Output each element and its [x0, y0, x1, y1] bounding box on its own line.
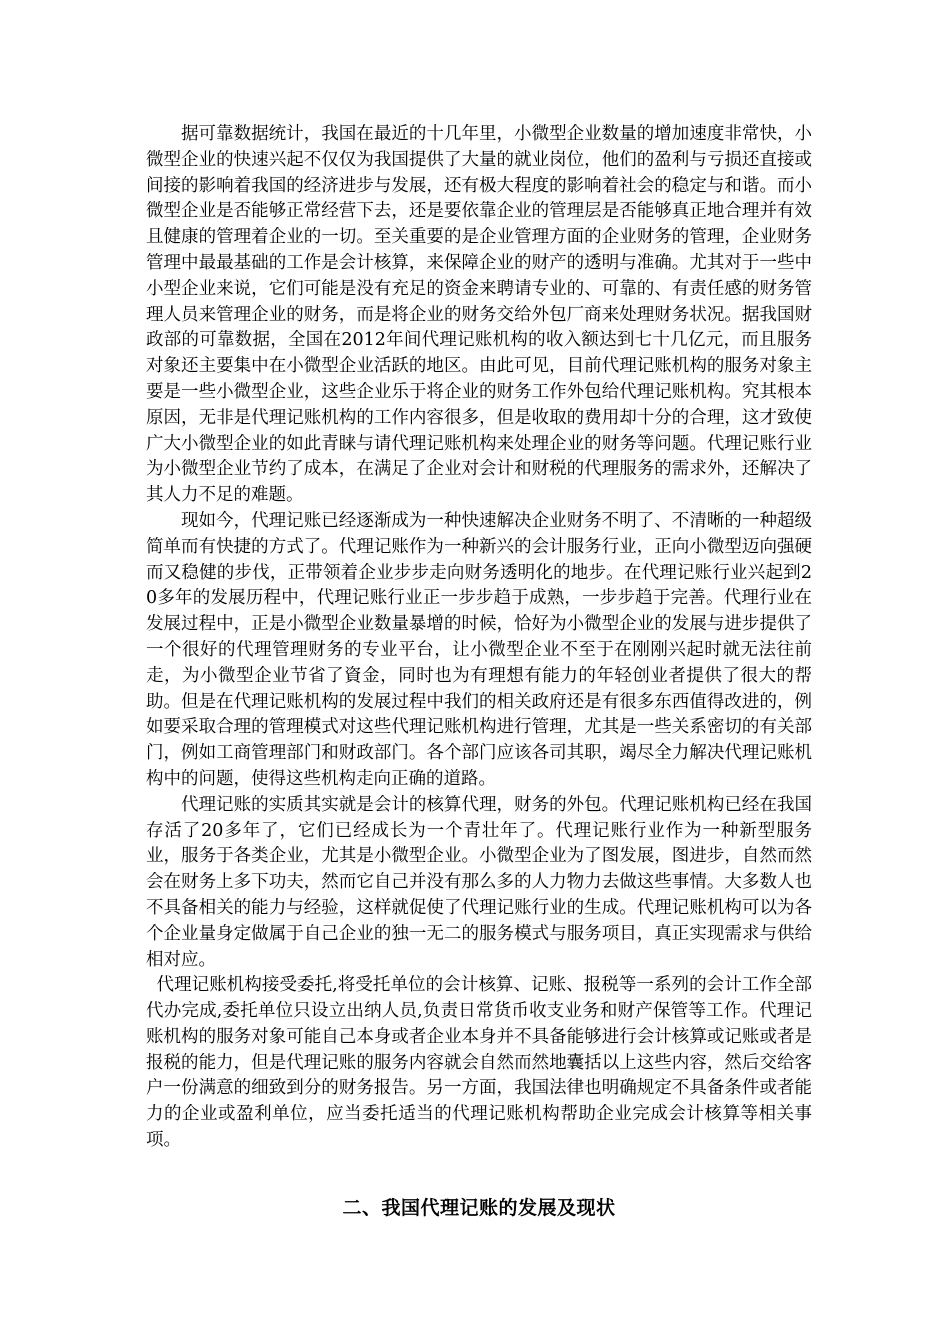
document-body: [146, 122, 812, 1154]
paragraph-4: 代理记账机构接受委托,将受托单位的会计核算、记账、报税等一系列的会计工作全部代办完成,委托单位只设立出纳人员,负责日常货币收支业务和财产保管等工作。代理记账机构的服务对象可能自己本身或者企业本身并不具备能够进行会计核算或记账或者是报税的能力，但是代理记账的服务内容就会自然而然地囊括以上这些内容，然后交给客户一份满意的细致到分的财务报告。另一方面，我国法律也明确规定不具备条件或者能力的企业或盈利单位，应当委托适当的代理记账机构帮助企业完成会计核算等相关事项。: [146, 975, 812, 1151]
paragraph-2: 现如今，代理记账已经逐渐成为一种快速解决企业财务不明了、不清晰的一种超级简单而有快捷的方式了。代理记账作为一种新兴的会计服务行业，正向小微型迈向强硬而又稳健的步伐，正带领着企业步步走向财务透明化的地步。在代理记账行业兴起到20多年的发展历程中，代理记账行业正一步步趋于成熟，一步步趋于完善。代理行业在发展过程中，正是小微型企业数量暴增的时候，恰好为小微型企业的发展与进步提供了一个很好的代理管理财务的专业平台，让小微型企业不至于在刚刚兴起时就无法往前走，为小微型企业节省了資金，同时也为有理想有能力的年轻创业者提供了很大的帮助。但是在代理记账机构的发展过程中我们的相关政府还是有很多东西值得改进的，例如要采取合理的管理模式对这些代理记账机构进行管理，尤其是一些关系密切的有关部门，例如工商管理部门和财政部门。各个部门应该各司其职，竭尽全力解决代理记账机构中的问题，使得这些机构走向正确的道路。: [146, 510, 812, 789]
paragraph-3: 代理记账的实质其实就是会计的核算代理，财务的外包。代理记账机构已经在我国存活了20多年了，它们已经成长为一个青壮年了。代理记账行业作为一种新型服务业，服务于各类企业，尤其是小微型企业。小微型企业为了图发展，图进步，自然而然会在财务上多下功夫，然而它自己并没有那么多的人力物力去做这些事情。大多数人也不具备相关的能力与经验，这样就促使了代理记账行业的生成。代理记账机构可以为各个企业量身定做属于自己企业的独一无二的服务模式与服务项目，真正实现需求与供给相对应。: [146, 794, 812, 970]
section-heading: 二、我国代理记账的发展及现状: [342, 1197, 616, 1219]
paragraph-1: 据可靠数据统计，我国在最近的十几年里，小微型企业数量的增加速度非常快，小微型企业的快速兴起不仅仅为我国提供了大量的就业岗位，他们的盈利与亏损还直接或间接的影响着我国的经济进步与发展，还有极大程度的影响着社会的稳定与和谐。而小微型企业是否能够正常经营下去，还是要依靠企业的管理层是否能够真正地合理并有效且健康的管理着企业的一切。至关重要的是企业管理方面的企业财务的管理，企业财务管理中最最基础的工作是会计核算，来保障企业的财产的透明与准确。尤其对于一些中小型企业来说，它们可能是没有充足的资金来聘请专业的、可靠的、有责任感的财务管理人员来管理企业的财务，而是将企业的财务交给外包厂商来处理财务状况。据我国财政部的可靠数据，全国在2012年间代理记账机构的收入额达到七十几亿元，而且服务对象还主要集中在小微型企业活跃的地区。由此可见，目前代理记账机构的服务对象主要是一些小微型企业，这些企业乐于将企业的财务工作外包给代理记账机构。究其根本原因，无非是代理记账机构的工作内容很多，但是收取的费用却十分的合理，这才致使广大小微型企业的如此青睐与请代理记账机构来处理企业的财务等问题。代理记账行业为小微型企业节约了成本，在满足了企业对会计和财税的代理服务的需求外，还解决了其人力不足的难题。: [146, 124, 812, 506]
